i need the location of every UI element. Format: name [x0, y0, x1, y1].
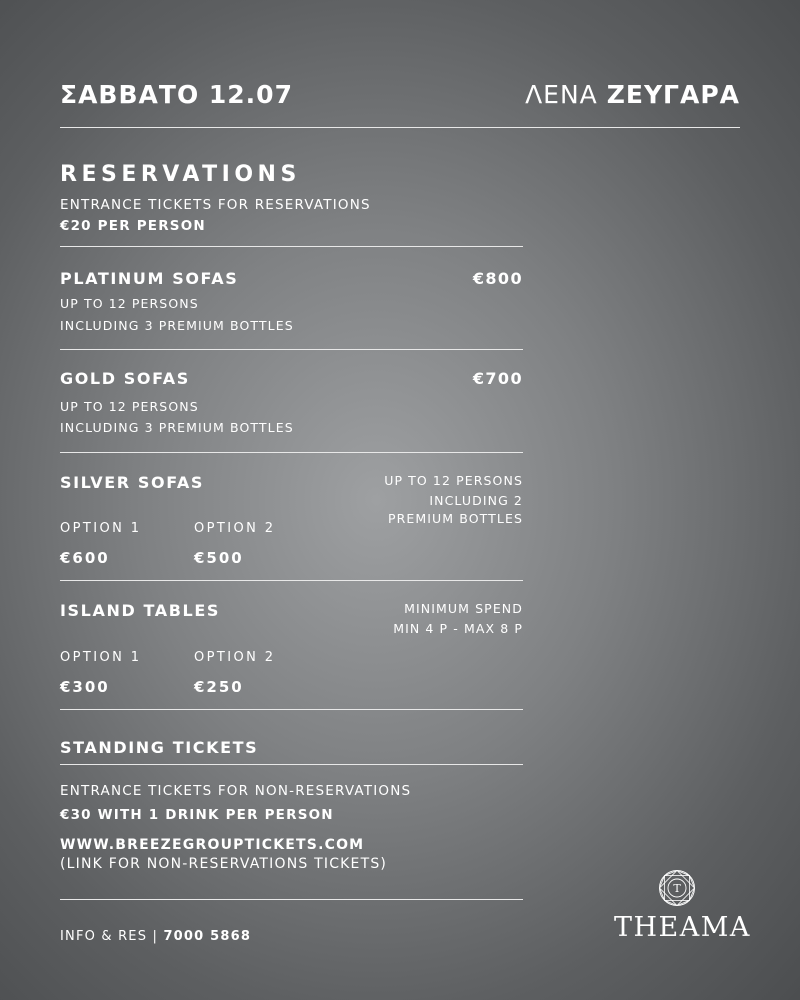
divider	[60, 246, 523, 247]
artist-last-name: ΖΕΥΓΑΡΑ	[606, 80, 740, 109]
island-option-1-label: OPTION 1	[60, 650, 142, 665]
logo-letter: T	[673, 882, 681, 896]
platinum-bottles: INCLUDING 3 PREMIUM BOTTLES	[60, 318, 294, 333]
reservations-title: RESERVATIONS	[60, 162, 301, 187]
gold-capacity: UP TO 12 PERSONS	[60, 399, 199, 414]
island-capacity: MIN 4 P - MAX 8 P	[393, 621, 523, 636]
standing-tickets-title: STANDING TICKETS	[60, 738, 259, 757]
island-minimum-spend: MINIMUM SPEND	[404, 601, 523, 616]
silver-option-1-label: OPTION 1	[60, 521, 142, 536]
silver-option-1-price: €600	[60, 549, 110, 567]
divider	[60, 580, 523, 581]
silver-sofas-title: SILVER SOFAS	[60, 473, 204, 492]
artist-first-name: ΛΕΝΑ	[525, 80, 598, 109]
standing-price-note: €30 WITH 1 DRINK PER PERSON	[60, 807, 334, 823]
footer-phone: 7000 5868	[163, 929, 252, 944]
standing-subtitle: ENTRANCE TICKETS FOR NON-RESERVATIONS	[60, 783, 412, 799]
event-date: ΣΑΒΒΑΤΟ 12.07	[60, 80, 293, 109]
theama-wordmark: THEAMA	[614, 912, 751, 943]
silver-option-2-label: OPTION 2	[194, 521, 276, 536]
silver-bottles-line2: PREMIUM BOTTLES	[387, 511, 523, 526]
island-option-2-price: €250	[194, 678, 244, 696]
reservations-price-note: €20 PER PERSON	[60, 218, 206, 234]
gold-sofas-price: €700	[472, 369, 523, 388]
footer-contact	[60, 929, 251, 944]
divider	[60, 349, 523, 350]
island-option-2-label: OPTION 2	[194, 650, 276, 665]
silver-bottles-line1: INCLUDING 2	[429, 493, 523, 508]
artist-name	[525, 80, 740, 109]
platinum-capacity: UP TO 12 PERSONS	[60, 296, 199, 311]
header-divider	[60, 127, 740, 128]
divider	[60, 899, 523, 900]
island-option-1-price: €300	[60, 678, 110, 696]
platinum-sofas-price: €800	[472, 269, 523, 288]
silver-capacity: UP TO 12 PERSONS	[384, 473, 523, 488]
tickets-url-link[interactable]: WWW.BREEZEGROUPTICKETS.COM	[60, 837, 365, 853]
gold-sofas-title: GOLD SOFAS	[60, 369, 190, 388]
divider	[60, 764, 523, 765]
footer-label: INFO & RES |	[60, 929, 159, 944]
gold-bottles: INCLUDING 3 PREMIUM BOTTLES	[60, 420, 294, 435]
reservations-subtitle: ENTRANCE TICKETS FOR RESERVATIONS	[60, 197, 371, 213]
island-tables-title: ISLAND TABLES	[60, 601, 220, 620]
silver-option-2-price: €500	[194, 549, 244, 567]
tickets-url-note: (LINK FOR NON-RESERVATIONS TICKETS)	[60, 856, 388, 872]
platinum-sofas-title: PLATINUM SOFAS	[60, 269, 239, 288]
divider	[60, 452, 523, 453]
divider	[60, 709, 523, 710]
theama-logo-icon	[657, 868, 697, 908]
